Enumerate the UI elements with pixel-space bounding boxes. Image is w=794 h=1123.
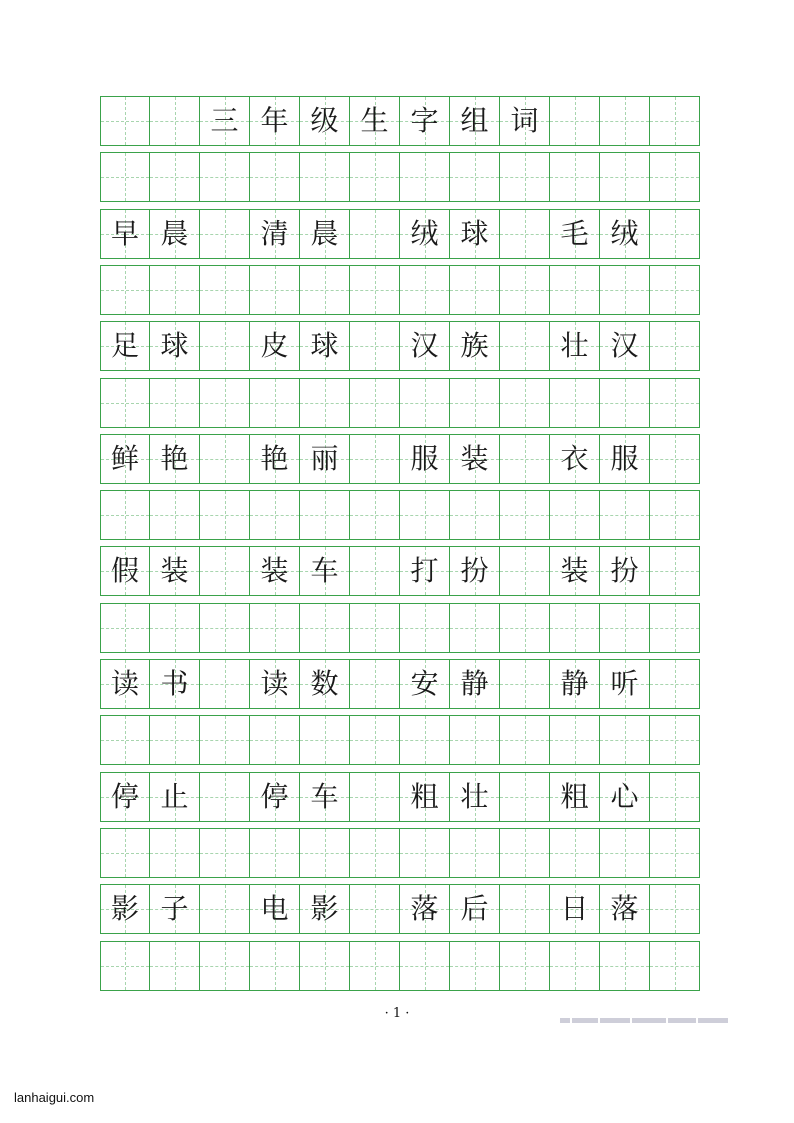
grid-cell (650, 152, 700, 202)
grid-cell (350, 603, 400, 653)
grid-cell (400, 321, 450, 371)
grid-cell (250, 209, 300, 259)
grid-cell (300, 546, 350, 596)
grid-cell (200, 828, 250, 878)
grid-cell (300, 209, 350, 259)
grid-cell (550, 659, 600, 709)
character: 后 (460, 892, 489, 925)
grid-cell (400, 828, 450, 878)
grid-cell (350, 96, 400, 146)
grid-cell (400, 941, 450, 991)
character: 球 (460, 217, 489, 250)
practice-row (100, 941, 700, 991)
grid-cell (150, 209, 200, 259)
word-row (100, 434, 700, 484)
grid-cell (100, 941, 150, 991)
grid-cell (300, 603, 350, 653)
grid-cell (100, 828, 150, 878)
grid-cell (450, 152, 500, 202)
grid-cell (100, 490, 150, 540)
grid-cell (250, 265, 300, 315)
grid-cell (350, 321, 400, 371)
grid-cell (300, 828, 350, 878)
grid-cell (100, 209, 150, 259)
character: 书 (160, 667, 189, 700)
character: 落 (610, 892, 639, 925)
word-row (100, 884, 700, 934)
grid-cell (300, 265, 350, 315)
character: 服 (610, 442, 639, 475)
grid-cell (350, 265, 400, 315)
grid-cell (250, 321, 300, 371)
grid-cell (550, 321, 600, 371)
grid-cell (350, 378, 400, 428)
grid-cell (500, 434, 550, 484)
grid-cell (450, 434, 500, 484)
grid-cell (500, 490, 550, 540)
grid-cell (650, 884, 700, 934)
grid-cell (650, 659, 700, 709)
grid-cell (250, 96, 300, 146)
grid-cell (550, 715, 600, 765)
character: 停 (110, 780, 139, 813)
grid-cell (500, 96, 550, 146)
grid-cell (400, 659, 450, 709)
character: 影 (310, 892, 339, 925)
grid-cell (350, 546, 400, 596)
grid-cell (550, 941, 600, 991)
grid-cell (600, 209, 650, 259)
character: 假 (110, 554, 139, 587)
site-label: lanhaigui.com (14, 1090, 95, 1105)
grid-cell (100, 152, 150, 202)
character: 壮 (560, 329, 589, 362)
grid-cell (200, 96, 250, 146)
grid-cell (650, 321, 700, 371)
practice-row (100, 378, 700, 428)
practice-row (100, 265, 700, 315)
grid-cell (100, 265, 150, 315)
grid-cell (250, 772, 300, 822)
grid-cell (250, 659, 300, 709)
grid-cell (300, 884, 350, 934)
grid-cell (450, 546, 500, 596)
character: 读 (260, 667, 289, 700)
grid-cell (300, 659, 350, 709)
grid-cell (350, 659, 400, 709)
grid-cell (600, 828, 650, 878)
grid-cell (400, 209, 450, 259)
character: 安 (410, 667, 439, 700)
grid-cell (500, 715, 550, 765)
grid-cell (550, 490, 600, 540)
practice-row (100, 715, 700, 765)
grid-cell (200, 490, 250, 540)
grid-cell (300, 715, 350, 765)
character: 粗 (410, 780, 439, 813)
grid-cell (450, 603, 500, 653)
grid-cell (200, 941, 250, 991)
grid-cell (100, 659, 150, 709)
grid-cell (500, 265, 550, 315)
grid-cell (300, 434, 350, 484)
grid-cell (650, 828, 700, 878)
character: 静 (460, 667, 489, 700)
character: 影 (110, 892, 139, 925)
character: 绒 (410, 217, 439, 250)
grid-cell (300, 96, 350, 146)
grid-cell (100, 321, 150, 371)
grid-cell (450, 321, 500, 371)
character: 晨 (310, 217, 339, 250)
grid-cell (600, 434, 650, 484)
grid-cell (450, 772, 500, 822)
practice-row (100, 490, 700, 540)
character: 词 (510, 104, 539, 137)
grid-cell (400, 884, 450, 934)
character: 扮 (460, 554, 489, 587)
character: 壮 (460, 780, 489, 813)
grid-cell (450, 659, 500, 709)
grid-cell (200, 152, 250, 202)
grid-cell (400, 152, 450, 202)
grid-cell (200, 772, 250, 822)
grid-cell (150, 941, 200, 991)
grid-cell (150, 434, 200, 484)
character: 装 (260, 554, 289, 587)
grid-cell (650, 715, 700, 765)
character: 丽 (310, 442, 339, 475)
character: 扮 (610, 554, 639, 587)
character: 生 (360, 104, 389, 137)
grid-cell (150, 378, 200, 428)
grid-cell (350, 434, 400, 484)
grid-cell (650, 490, 700, 540)
grid-cell (400, 265, 450, 315)
character: 级 (310, 104, 339, 137)
word-row (100, 209, 700, 259)
grid-cell (450, 209, 500, 259)
grid-cell (450, 265, 500, 315)
grid-cell (400, 772, 450, 822)
grid-cell (300, 490, 350, 540)
grid-cell (150, 546, 200, 596)
grid-cell (100, 715, 150, 765)
grid-cell (650, 941, 700, 991)
grid-cell (350, 715, 400, 765)
practice-row (100, 603, 700, 653)
grid-cell (600, 546, 650, 596)
grid-cell (300, 321, 350, 371)
grid-cell (550, 828, 600, 878)
grid-cell (600, 152, 650, 202)
grid-cell (650, 209, 700, 259)
page-number: · 1 · (384, 1006, 410, 1021)
grid-cell (500, 828, 550, 878)
grid-cell (100, 772, 150, 822)
grid-cell (650, 546, 700, 596)
grid-cell (650, 96, 700, 146)
word-row (100, 321, 700, 371)
grid-cell (350, 490, 400, 540)
grid-cell (300, 941, 350, 991)
grid-cell (650, 603, 700, 653)
character: 毛 (560, 217, 589, 250)
grid-cell (600, 659, 650, 709)
grid-cell (150, 96, 200, 146)
grid-cell (550, 152, 600, 202)
character: 车 (310, 780, 339, 813)
practice-row (100, 828, 700, 878)
grid-cell (250, 152, 300, 202)
grid-cell (200, 265, 250, 315)
grid-cell (350, 209, 400, 259)
grid-cell (550, 378, 600, 428)
grid-cell (200, 715, 250, 765)
character: 粗 (560, 780, 589, 813)
grid-cell (350, 884, 400, 934)
grid-cell (300, 152, 350, 202)
grid-cell (250, 715, 300, 765)
character: 晨 (160, 217, 189, 250)
grid-cell (450, 941, 500, 991)
character: 子 (160, 892, 189, 925)
grid-cell (600, 884, 650, 934)
grid-cell (600, 772, 650, 822)
grid-cell (600, 941, 650, 991)
grid-cell (150, 265, 200, 315)
grid-cell (150, 490, 200, 540)
character: 装 (560, 554, 589, 587)
grid-cell (450, 715, 500, 765)
grid-cell (450, 96, 500, 146)
character: 止 (160, 780, 189, 813)
grid-cell (600, 603, 650, 653)
grid-cell (500, 772, 550, 822)
grid-cell (400, 603, 450, 653)
character: 族 (460, 329, 489, 362)
word-row (100, 659, 700, 709)
grid-cell (450, 884, 500, 934)
grid-cell (350, 152, 400, 202)
grid-cell (500, 659, 550, 709)
word-row (100, 546, 700, 596)
grid-cell (650, 772, 700, 822)
grid-cell (400, 715, 450, 765)
character: 车 (310, 554, 339, 587)
grid-cell (550, 434, 600, 484)
grid-cell (500, 378, 550, 428)
grid-cell (150, 828, 200, 878)
character: 艳 (160, 442, 189, 475)
grid-cell (600, 321, 650, 371)
character: 汉 (610, 329, 639, 362)
character: 绒 (610, 217, 639, 250)
grid-cell (550, 96, 600, 146)
grid-cell (100, 603, 150, 653)
grid-cell (100, 96, 150, 146)
grid-cell (150, 884, 200, 934)
grid-cell (500, 209, 550, 259)
grid-cell (600, 378, 650, 428)
character: 心 (610, 780, 639, 813)
character: 三 (210, 104, 239, 137)
grid-cell (250, 603, 300, 653)
grid-cell (450, 378, 500, 428)
character: 足 (110, 329, 139, 362)
grid-cell (650, 265, 700, 315)
grid-cell (350, 828, 400, 878)
character: 静 (560, 667, 589, 700)
character: 球 (160, 329, 189, 362)
character: 汉 (410, 329, 439, 362)
grid-cell (150, 715, 200, 765)
title-row (100, 96, 700, 146)
grid-cell (500, 152, 550, 202)
grid-cell (550, 772, 600, 822)
grid-cell (200, 209, 250, 259)
grid-cell (600, 96, 650, 146)
grid-cell (500, 546, 550, 596)
character: 早 (110, 217, 139, 250)
grid-cell (650, 378, 700, 428)
grid-cell (500, 321, 550, 371)
grid-cell (200, 434, 250, 484)
character: 球 (310, 329, 339, 362)
grid-cell (100, 884, 150, 934)
grid-cell (600, 490, 650, 540)
grid-cell (500, 884, 550, 934)
character: 电 (260, 892, 289, 925)
grid-cell (350, 772, 400, 822)
grid-cell (450, 828, 500, 878)
character: 停 (260, 780, 289, 813)
grid-cell (200, 321, 250, 371)
grid-cell (200, 884, 250, 934)
character: 服 (410, 442, 439, 475)
grid-cell (150, 772, 200, 822)
character: 清 (260, 217, 289, 250)
character: 读 (110, 667, 139, 700)
grid-cell (350, 941, 400, 991)
grid-cell (100, 378, 150, 428)
grid-cell (250, 546, 300, 596)
character: 数 (310, 667, 339, 700)
grid-cell (100, 546, 150, 596)
grid-cell (300, 772, 350, 822)
grid-cell (650, 434, 700, 484)
grid-cell (500, 941, 550, 991)
grid-cell (400, 434, 450, 484)
grid-cell (250, 378, 300, 428)
character: 字 (410, 104, 439, 137)
character: 组 (460, 104, 489, 137)
grid-cell (600, 265, 650, 315)
grid-cell (200, 546, 250, 596)
watermark-logo (560, 1011, 732, 1023)
grid-cell (200, 378, 250, 428)
character: 打 (410, 554, 439, 587)
grid-cell (250, 434, 300, 484)
grid-cell (200, 659, 250, 709)
character: 鲜 (110, 442, 139, 475)
grid-cell (450, 490, 500, 540)
character: 皮 (260, 329, 289, 362)
character: 落 (410, 892, 439, 925)
grid-cell (400, 96, 450, 146)
character: 艳 (260, 442, 289, 475)
grid-cell (300, 378, 350, 428)
grid-cell (550, 265, 600, 315)
grid-cell (400, 546, 450, 596)
character: 装 (160, 554, 189, 587)
grid-cell (150, 152, 200, 202)
character: 衣 (560, 442, 589, 475)
character: 年 (260, 104, 289, 137)
grid-cell (150, 321, 200, 371)
grid-cell (550, 884, 600, 934)
character: 日 (560, 892, 589, 925)
grid-cell (400, 378, 450, 428)
grid-cell (400, 490, 450, 540)
practice-row (100, 152, 700, 202)
grid-cell (500, 603, 550, 653)
grid-cell (250, 884, 300, 934)
grid-cell (600, 715, 650, 765)
grid-cell (200, 603, 250, 653)
character: 听 (610, 667, 639, 700)
character: 装 (460, 442, 489, 475)
grid-cell (100, 434, 150, 484)
grid-cell (150, 659, 200, 709)
grid-cell (250, 941, 300, 991)
grid-cell (250, 490, 300, 540)
grid-cell (550, 546, 600, 596)
grid-cell (150, 603, 200, 653)
grid-cell (550, 209, 600, 259)
grid-cell (550, 603, 600, 653)
grid-cell (250, 828, 300, 878)
word-row (100, 772, 700, 822)
